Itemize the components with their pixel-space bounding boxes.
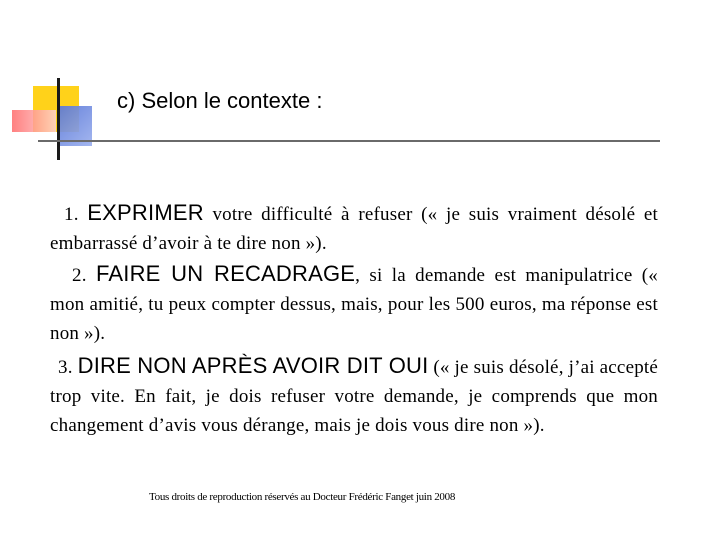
decor-red-bar — [12, 110, 56, 132]
list-item-1 — [50, 198, 658, 258]
list-item-3 — [50, 351, 658, 440]
item-heading: EXPRIMER — [87, 200, 204, 225]
item-number: 2. — [72, 265, 87, 286]
item-text: (« je suis désolé, j’ai accepté trop vite. En fait, je dois refuser votre demande, je comprends que mon changement d’avis vous dérange, mais je dois vous dire non »). — [50, 357, 659, 436]
item-number: 3. — [58, 357, 73, 378]
item-heading: FAIRE UN RECADRAGE — [95, 261, 356, 286]
item-number: 1. — [64, 204, 79, 225]
item-text: votre difficulté à refuser (« je suis vraiment désolé et embarrassé d’avoir à te dire non »). — [50, 204, 658, 254]
copyright-footer: Tous droits de reproduction réservés au Docteur Frédéric Fanget juin 2008 — [149, 491, 456, 503]
item-heading: DIRE NON APRÈS AVOIR DIT OUI — [77, 353, 429, 378]
list-item-2 — [50, 259, 658, 348]
slide-title: c) Selon le contexte : — [117, 88, 323, 113]
title-underline — [38, 140, 660, 142]
decor-vertical-line — [57, 78, 60, 160]
item-text: , si la demande est manipulatrice (« mon amitié, tu peux compter dessus, mais, pour les 500 euros, ma réponse est non »). — [50, 265, 659, 344]
